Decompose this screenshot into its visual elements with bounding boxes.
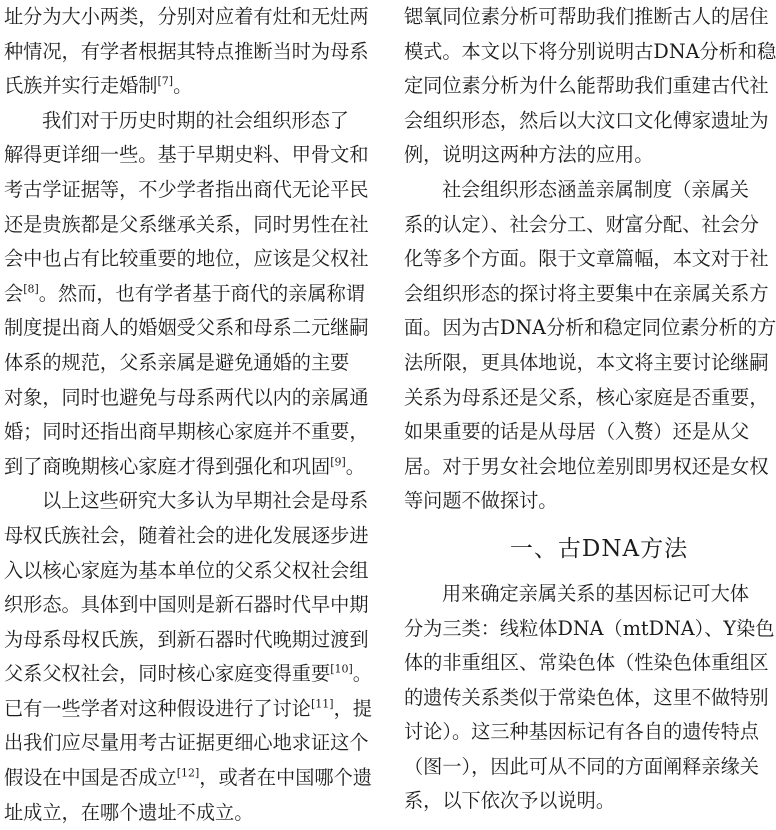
line-text: 父系父权社会，同时核心家庭变得重要 [4,662,331,686]
line-text: 居。对于男女社会地位差别即男权还是女权 [404,454,769,478]
section-heading: 一、古DNA方法 [509,535,689,562]
line-text: 面。因为古DNA分析和稳定同位素分析的方 [404,316,776,340]
line-text: 假设在中国是否成立 [4,766,177,790]
section-body [404,577,775,819]
line-text: （图一），因此可从不同的方面阐释亲缘关 [404,754,759,778]
text-line [404,277,769,312]
citation-marker: [7] [157,74,174,88]
line-text: 氏族并实行走婚制 [4,74,158,98]
line-text-continued: 。 [345,454,365,478]
citation-marker: [10] [330,662,353,676]
line-text: 织形态。具体到中国则是新石器时代早中期 [4,593,369,617]
text-line [4,657,372,692]
line-text: 的遗传关系类似于常染色体，这里不做特别 [404,685,769,709]
line-text: 模式。本文以下将分别说明古DNA分析和稳 [404,39,776,63]
text-line [4,138,369,173]
text-line [404,104,769,139]
text-line [4,242,369,277]
text-line [4,208,369,243]
text-line [4,484,369,519]
line-text: 为母系母权氏族，到新石器时代晚期过渡到 [4,627,369,651]
line-text: 址分为大小两类，分别对应着有灶和无灶两 [4,5,369,28]
text-line [404,242,769,277]
citation-marker: [11] [311,697,334,711]
line-text: 还是贵族都是父系继承关系，同时男性在社 [4,212,369,236]
line-text: 会 [4,281,24,305]
right-text-column [404,0,776,819]
text-line [4,173,369,208]
line-text-continued: ，或者在中国哪个遗 [199,766,372,790]
line-text: 锶氧同位素分析可帮助我们推断古人的居住 [404,5,769,28]
line-text: 种情况，有学者根据其特点推断当时为母系 [4,39,369,63]
text-line [4,0,369,35]
line-text: 入以核心家庭为基本单位的父系父权社会组 [4,558,369,582]
text-line [404,0,769,35]
line-text-continued: ，提 [333,696,372,720]
line-text: 分为三类：线粒体DNA（mtDNA）、Y染色 [404,616,775,640]
line-text-continued: 。然而，也有学者基于商代的亲属称谓 [38,281,365,305]
text-line [4,588,369,623]
line-text: 关系为母系还是父系，核心家庭是否重要， [404,385,769,409]
citation-marker: [8] [23,282,39,296]
line-text-continued: 。 [352,662,372,686]
citation-marker: [12] [176,766,200,780]
text-line [404,577,764,612]
line-text: 考古学证据等，不少学者指出商代无论平民 [4,177,369,201]
right-column-paragraphs [404,0,776,519]
line-text: 体的非重组区、常染色体（性染色体重组区 [404,651,769,675]
text-line [4,415,369,450]
text-line [4,277,364,312]
text-line [404,681,769,716]
line-text: 等问题不做探讨。 [404,489,558,513]
text-line [404,69,769,104]
citation-marker: [9] [330,455,346,469]
text-line [4,104,364,139]
text-line [4,761,372,796]
line-text: 解得更详细一些。基于早期史料、甲骨文和 [4,143,369,167]
text-line [404,311,776,346]
left-text-column [4,0,372,830]
line-text: 化等多个方面。限于文章篇幅，本文对于社 [404,247,769,271]
line-text: 出我们应尽量用考古证据更细心地求证这个 [4,731,369,755]
text-line [4,450,364,485]
text-line [4,381,369,416]
text-line [404,346,769,381]
text-line [404,450,769,485]
line-text: 以上这些研究大多认为早期社会是母系 [42,489,369,513]
line-text: 社会组织形态涵盖亲属制度（亲属关 [442,177,749,201]
line-text: 定同位素分析为什么能帮助我们重建古代社 [404,74,769,98]
text-line [4,623,369,658]
line-text: 我们对于历史时期的社会组织形态了 [42,108,349,132]
text-line [404,784,764,819]
text-line [404,138,764,173]
line-text: 如果重要的话是从母居（入赘）还是从父 [404,420,750,444]
line-text: 体系的规范，父系亲属是避免通婚的主要 [4,350,350,374]
line-text: 母权氏族社会，随着社会的进化发展逐步进 [4,523,369,547]
line-text: 址成立，在哪个遗址不成立。 [4,800,254,824]
text-line [404,612,775,647]
text-line [4,311,369,346]
text-line [404,208,764,243]
text-line [4,554,369,589]
text-line [404,415,764,450]
text-line [404,381,769,416]
text-line [4,519,369,554]
line-text: 讨论）。这三种基因标记有各自的遗传特点 [404,720,759,744]
text-line [404,646,769,681]
text-line [4,69,364,104]
line-text: 到了商晚期核心家庭才得到强化和巩固 [4,454,331,478]
text-line [404,715,764,750]
line-text: 用来确定亲属关系的基因标记可大体 [442,581,749,605]
line-text: 例，说明这两种方法的应用。 [404,143,654,167]
text-line [4,346,364,381]
text-line [404,750,764,785]
text-line [4,692,372,727]
line-text: 会中也占有比较重要的地位，应该是父权社 [4,247,369,271]
line-text: 会组织形态，然后以大汶口文化傅家遗址为 [404,108,769,132]
text-line [4,726,369,761]
text-line [4,35,369,70]
text-line [4,796,364,830]
line-text: 制度提出商人的婚姻受父系和母系二元继嗣 [4,316,369,340]
text-line [404,484,764,519]
line-text: 系的认定）、社会分工、财富分配、社会分 [404,212,759,236]
line-text: 已有一些学者对这种假设进行了讨论 [4,696,311,720]
text-line [404,173,764,208]
line-text: 系，以下依次予以说明。 [404,789,616,813]
line-text: 会组织形态的探讨将主要集中在亲属关系方 [404,281,769,305]
line-text: 法所限，更具体地说，本文将主要讨论继嗣 [404,350,769,374]
line-text: 对象，同时也避免与母系两代以内的亲属通 [4,385,369,409]
line-text: 婚；同时还指出商早期核心家庭并不重要， [4,420,369,444]
line-text-continued: 。 [173,74,193,98]
text-line [404,35,776,70]
